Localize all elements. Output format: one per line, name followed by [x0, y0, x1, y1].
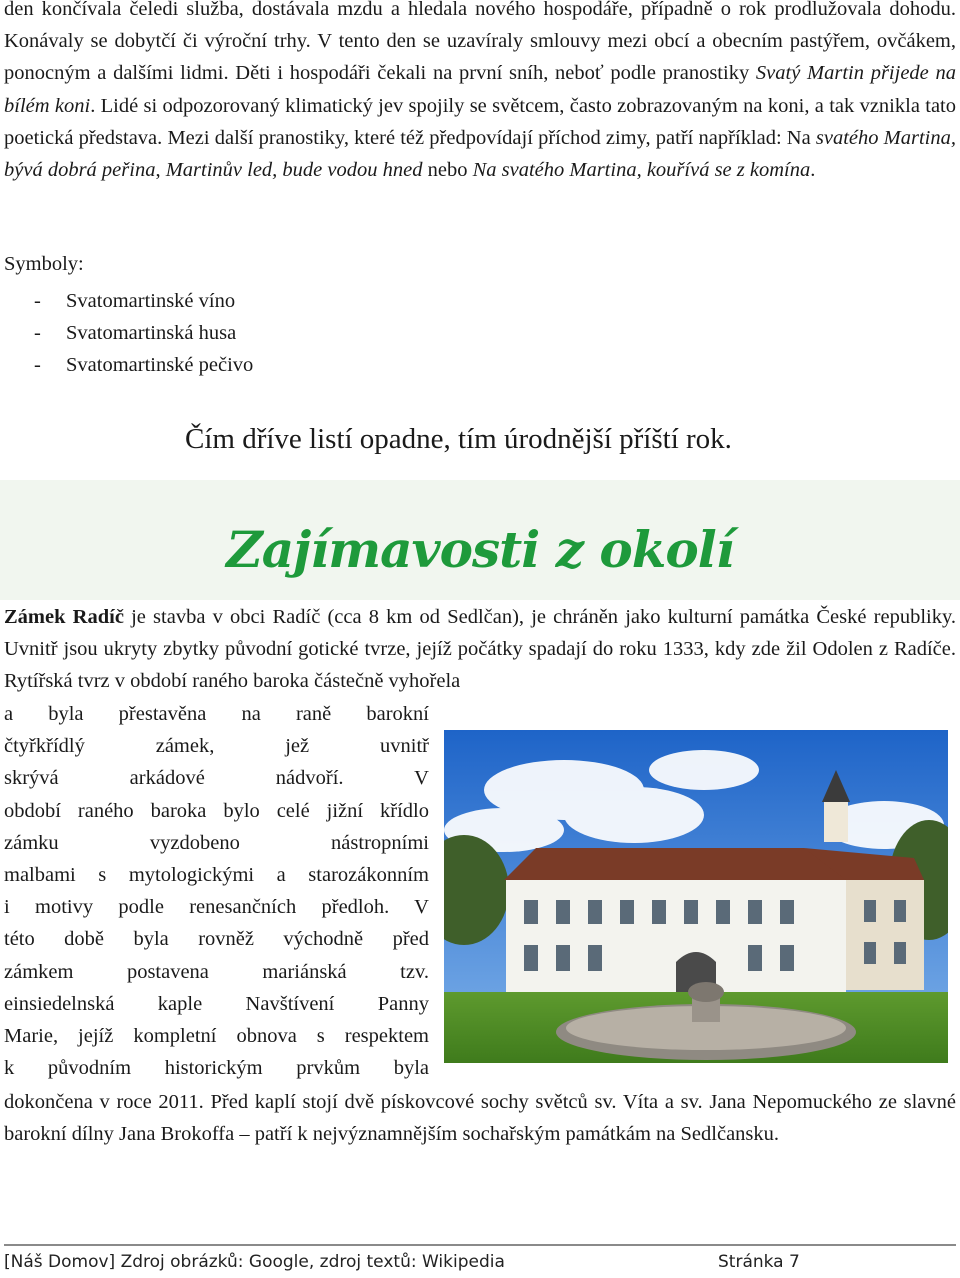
castle-name: Zámek Radíč [4, 606, 124, 628]
footer-source: [Náš Domov] Zdroj obrázků: Google, zdroj textů: Wikipedia [4, 1252, 505, 1272]
intro-text: . Lidé si odpozorovaný klimatický jev spojily se světcem, často zobrazovaným na koni, a tak vznikla tato poetická představa. Mezi další pranostiky, které též předpovídají příchod zimy, patří například: Na [4, 94, 956, 149]
list-item: - Svatomartinská husa [4, 317, 253, 349]
text-line: i motivy podle renesančních předloh. V [4, 896, 429, 919]
page-number: Stránka 7 [718, 1252, 800, 1272]
text-line: einsiedelnská kaple Navštívení Panny [4, 992, 429, 1015]
castle-wrap-text [4, 698, 429, 1084]
symbols-list [4, 285, 253, 382]
proverb-inline: Svatý Martin přijede na bílém koni [4, 62, 956, 117]
text-line: zámku vyzdobeno nástropními [4, 831, 429, 854]
text-line: této době byla rovněž východně před [4, 928, 429, 951]
list-item: - Svatomartinské víno [4, 285, 253, 317]
text-line: období raného baroka bylo celé jižní křídlo [4, 799, 429, 822]
text-line: k původním historickým prvkům byla [4, 1057, 429, 1080]
proverb-inline: Martinův led, bude vodou hned [165, 159, 423, 182]
intro-text: , [155, 159, 166, 182]
castle-paragraph [4, 601, 956, 698]
intro-text: den končívala čeledi služba, dostávala mzdu a hledala nového hospodáře, případně o rok prodlužovala dohodu. Konávaly se dobytčí či výroční trhy. V tento den se uzavíraly smlouvy mezi obcí a obecním pastýřem, ovčákem, ponocným a dalšími lidmi. Děti i hospodáři čekali na první sníh, neboť podle pranostiky [4, 0, 956, 85]
text-line: skrývá arkádové nádvoří. V [4, 767, 429, 790]
text-line: Marie, jejíž kompletní obnova s respektem [4, 1025, 429, 1048]
castle-tail-paragraph: dokončena v roce 2011. Před kaplí stojí dvě pískovcové sochy světců sv. Víta a sv. Jana Nepomuckého ze slavné barokní dílny Jana Brokoffa – patří k nejvýznamnějším sochařským památkám na Sedlčansku. [4, 1091, 956, 1146]
intro-text: . [810, 159, 816, 182]
text-line: zámkem postavena mariánská tzv. [4, 960, 429, 983]
proverb-quote: Čím dříve listí opadne, tím úrodnější příští rok. [185, 423, 732, 455]
list-item: - Svatomartinské pečivo [4, 349, 253, 381]
proverb-inline: svatého Martina, bývá dobrá peřina [4, 126, 956, 182]
text-line: a byla přestavěna na raně barokní [4, 703, 429, 725]
intro-text: nebo [422, 159, 473, 182]
text-line: čtyřkřídlý zámek, jež uvnitř [4, 735, 429, 758]
castle-text: je stavba v obci Radíč (cca 8 km od Sedlčan), je chráněn jako kulturní památka České republiky. Uvnitř jsou ukryty zbytky původní gotické tvrze, jejíž počátky spadají do roku 1333, kdy zde žil Odolen z Radíče. Rytířská tvrz v období raného baroka částečně vyhořela [4, 606, 956, 693]
text-line: malbami s mytologickými a starozákonním [4, 864, 429, 887]
proverb-inline: Na svatého Martina, kouřívá se z komína [472, 159, 811, 182]
section-title: Zajímavosti z okolí [226, 520, 734, 579]
castle-photo [444, 730, 948, 1063]
intro-paragraph [4, 0, 956, 186]
symbols-heading: Symboly: [4, 253, 84, 275]
footer-divider [4, 1244, 956, 1246]
